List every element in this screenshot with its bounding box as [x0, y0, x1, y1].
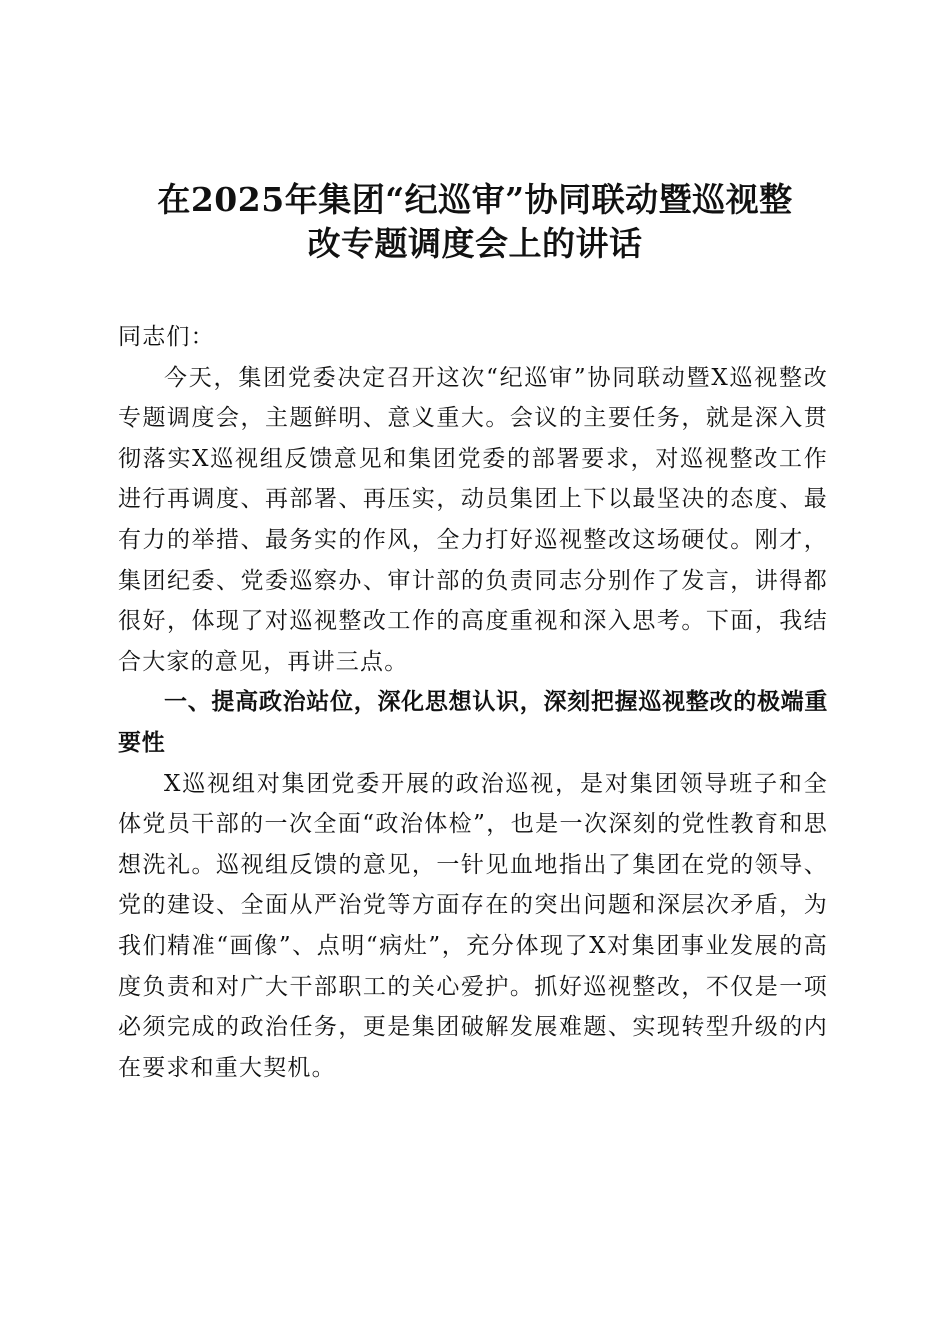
title-line-2: 改专题调度会上的讲话 [307, 224, 643, 263]
document-body [118, 317, 828, 1088]
section-heading-1: 一、提高政治站位，深化思想认识，深刻把握巡视整改的极端重要性 [118, 689, 828, 756]
document-title [118, 178, 832, 266]
paragraph-section-1: X巡视组对集团党委开展的政治巡视，是对集团领导班子和全体党员干部的一次全面“政治体检”，也是一次深刻的党性教育和思想洗礼。巡视组反馈的意见，一针见血地指出了集团在党的领导、党的建设、全面从严治党等方面存在的突出问题和深层次矛盾，为我们精准“画像”、点明“病灶”，充分体现了X对集团事业发展的高度负责和对广大干部职工的关心爱护。抓好巡视整改，不仅是一项必须完成的政治任务，更是集团破解发展难题、实现转型升级的内在要求和重大契机。 [118, 770, 828, 1081]
salutation: 同志们： [118, 324, 215, 350]
title-line-1: 在2025年集团“纪巡审”协同联动暨巡视整 [157, 180, 793, 219]
paragraph-opening: 今天，集团党委决定召开这次“纪巡审”协同联动暨X巡视整改专题调度会，主题鲜明、意义重大。会议的主要任务，就是深入贯彻落实X巡视组反馈意见和集团党委的部署要求，对巡视整改工作进行再调度、再部署、再压实，动员集团上下以最坚决的态度、最有力的举措、最务实的作风，全力打好巡视整改这场硬仗。刚才，集团纪委、党委巡察办、审计部的负责同志分别作了发言，讲得都很好，体现了对巡视整改工作的高度重视和深入思考。下面，我结合大家的意见，再讲三点。 [118, 364, 828, 675]
